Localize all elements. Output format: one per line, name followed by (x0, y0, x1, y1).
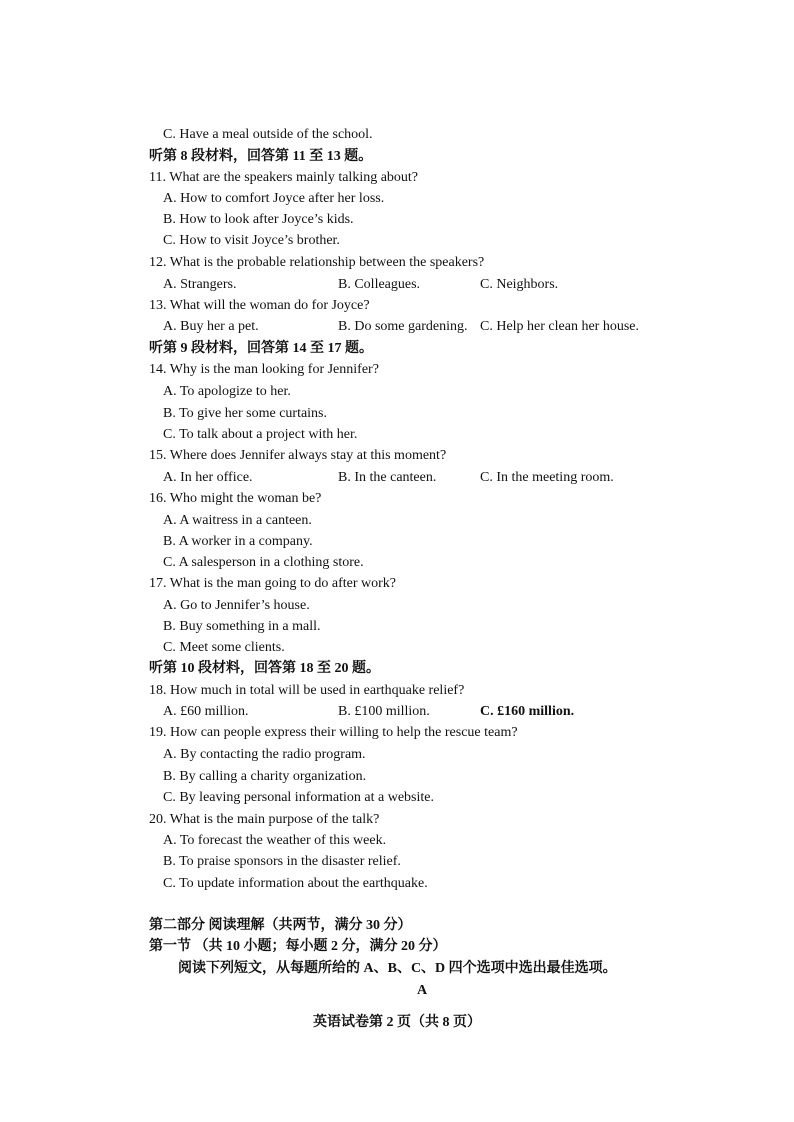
section-one-heading: 第一节 （共 10 小题；每小题 2 分，满分 20 分） (149, 939, 447, 954)
passage-letter-a: A (416, 983, 428, 998)
question-18: 18. How much in total will be used in earthquake relief? (149, 683, 465, 698)
q14-option-c: C. To talk about a project with her. (163, 427, 358, 442)
q20-option-b: B. To praise sponsors in the disaster relief. (163, 854, 401, 869)
q18-option-a: A. £60 million. (163, 704, 249, 719)
question-12: 12. What is the probable relationship between the speakers? (149, 255, 485, 270)
page-footer: 英语试卷第 2 页（共 8 页） (313, 1015, 481, 1030)
reading-instructions: 阅读下列短文，从每题所给的 A、B、C、D 四个选项中选出最佳选项。 (178, 961, 617, 976)
q11-option-c: C. How to visit Joyce’s brother. (163, 233, 340, 248)
q12-option-a: A. Strangers. (163, 277, 237, 292)
q15-option-b: B. In the canteen. (338, 470, 437, 485)
q13-option-b: B. Do some gardening. (338, 319, 468, 334)
part-two-heading: 第二部分 阅读理解（共两节，满分 30 分） (149, 918, 412, 933)
q10-option-c: C. Have a meal outside of the school. (163, 127, 373, 142)
q17-option-b: B. Buy something in a mall. (163, 619, 321, 634)
q18-option-c: C. £160 million. (480, 704, 575, 719)
question-13: 13. What will the woman do for Joyce? (149, 298, 370, 313)
q15-option-c: C. In the meeting room. (480, 470, 614, 485)
question-14: 14. Why is the man looking for Jennifer? (149, 362, 379, 377)
question-17: 17. What is the man going to do after work? (149, 576, 397, 591)
q13-option-c: C. Help her clean her house. (480, 319, 639, 334)
q15-option-a: A. In her office. (163, 470, 253, 485)
q12-option-b: B. Colleagues. (338, 277, 421, 292)
question-20: 20. What is the main purpose of the talk? (149, 812, 380, 827)
q11-option-a: A. How to comfort Joyce after her loss. (163, 191, 385, 206)
section-heading-8: 听第 8 段材料，回答第 11 至 13 题。 (149, 149, 373, 164)
q18-option-b: B. £100 million. (338, 704, 430, 719)
section-heading-9: 听第 9 段材料，回答第 14 至 17 题。 (149, 341, 373, 356)
q14-option-a: A. To apologize to her. (163, 384, 291, 399)
q20-option-c: C. To update information about the earthquake. (163, 876, 428, 891)
section-heading-10: 听第 10 段材料，回答第 18 至 20 题。 (149, 661, 380, 676)
q19-option-a: A. By contacting the radio program. (163, 747, 366, 762)
q12-option-c: C. Neighbors. (480, 277, 559, 292)
question-11: 11. What are the speakers mainly talking about? (149, 170, 419, 185)
question-19: 19. How can people express their willing to help the rescue team? (149, 725, 518, 740)
q16-option-c: C. A salesperson in a clothing store. (163, 555, 364, 570)
q13-option-a: A. Buy her a pet. (163, 319, 259, 334)
q19-option-c: C. By leaving personal information at a website. (163, 790, 434, 805)
q11-option-b: B. How to look after Joyce’s kids. (163, 212, 354, 227)
q16-option-a: A. A waitress in a canteen. (163, 513, 312, 528)
question-15: 15. Where does Jennifer always stay at this moment? (149, 448, 447, 463)
q14-option-b: B. To give her some curtains. (163, 406, 328, 421)
q16-option-b: B. A worker in a company. (163, 534, 313, 549)
q17-option-a: A. Go to Jennifer’s house. (163, 598, 310, 613)
q20-option-a: A. To forecast the weather of this week. (163, 833, 387, 848)
question-16: 16. Who might the woman be? (149, 491, 322, 506)
q19-option-b: B. By calling a charity organization. (163, 769, 367, 784)
q17-option-c: C. Meet some clients. (163, 640, 285, 655)
